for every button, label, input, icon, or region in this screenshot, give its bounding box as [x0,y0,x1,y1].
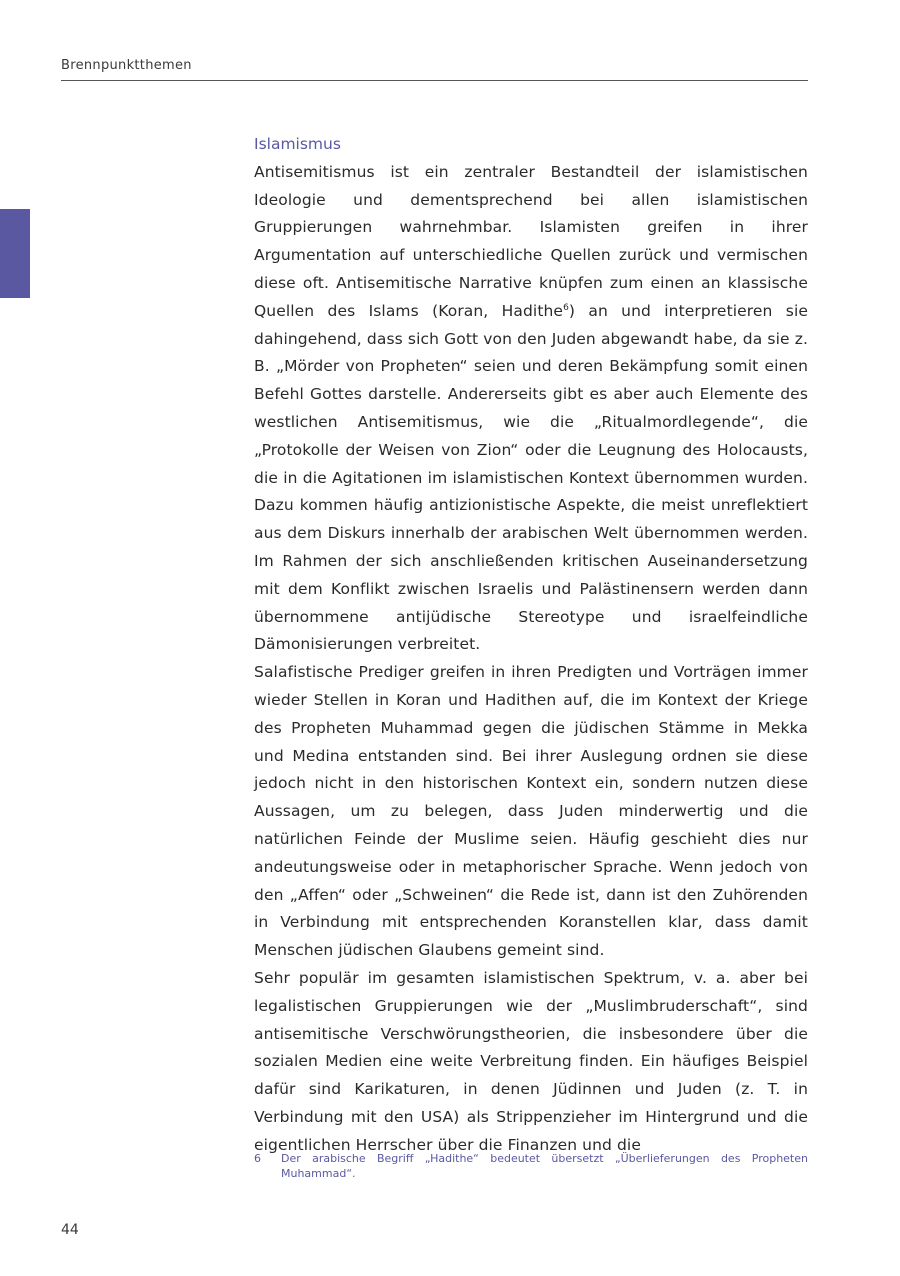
main-content [254,131,808,1159]
page-number: 44 [61,1222,79,1238]
paragraph-1-text-b: ) an und interpretieren sie dahingehend, dass sich Gott von den Juden abgewandt habe, da sie z. B. „Mörder von Propheten“ seien und deren Bekämpfung somit einen Befehl Gottes darstelle. Andererseits gibt es aber auch Elemente des westlichen Antisemitismus, wie die „Ritualmordlegende“, die „Protokolle der Weisen von Zion“ oder die Leugnung des Holocausts, die in die Agitationen im islamistischen Kontext übernommen wurden. Dazu kommen häufig antizionistische Aspekte, die meist unreflektiert aus dem Diskurs innerhalb der arabischen Welt übernommen werden. Im Rahmen der sich anschließenden kritischen Auseinandersetzung mit dem Konflikt zwischen Israelis und Palästinensern werden dann übernommene antijüdische Stereotype und israelfeindliche Dämonisierungen verbreitet. [254,301,808,654]
paragraph-3: Sehr populär im gesamten islamistischen Spektrum, v. a. aber bei legalistischen Gruppierungen wie der „Muslimbruderschaft“, sind antisemitische Verschwörungstheorien, die insbesondere über die sozialen Medien eine weite Verbreitung finden. Ein häufiges Beispiel dafür sind Karikaturen, in denen Jüdinnen und Juden (z. T. in Verbindung mit den USA) als Strippenzieher im Hintergrund und die eigentlichen Herrscher über die Finanzen und die [254,968,808,1154]
footnote-number: 6 [254,1152,261,1165]
chapter-side-tab [0,209,30,298]
running-title: Brennpunktthemen [61,58,192,73]
footnote-reference[interactable]: 6 [563,302,569,313]
paragraph-1-text-a: Antisemitismus ist ein zentraler Bestandteil der islamistischen Ideologie und dementsprechend bei allen islamistischen Gruppierungen wahrnehmbar. Islamisten greifen in ihrer Argumentation auf unterschiedliche Quellen zurück und vermischen diese oft. Antisemitische Narrative knüpfen zum einen an klassische Quellen des Islams (Koran, Hadithe [254,162,808,320]
footnote-text: Der arabische Begriff „Hadithe“ bedeutet übersetzt „Überlieferungen des Propheten Muhammad“. [281,1152,808,1180]
footnote [254,1151,808,1181]
paragraph-2: Salafistische Prediger greifen in ihren Predigten und Vorträgen immer wieder Stellen in Koran und Hadithen auf, die im Kontext der Kriege des Propheten Muhammad gegen die jüdischen Stämme in Mekka und Medina entstanden sind. Bei ihrer Auslegung ordnen sie diese jedoch nicht in den historischen Kontext ein, sondern nutzen diese Aussagen, um zu belegen, dass Juden minderwertig und die natürlichen Feinde der Muslime seien. Häufig geschieht dies nur andeutungsweise oder in metaphorischer Sprache. Wenn jedoch von den „Affen“ oder „Schweinen“ die Rede ist, dann ist den Zuhörenden in Verbindung mit entsprechenden Koranstellen klar, dass damit Menschen jüdischen Glaubens gemeint sind. [254,663,808,960]
section-title: Islamismus [254,135,341,153]
paragraph-1 [254,159,808,659]
header-rule [61,80,808,81]
